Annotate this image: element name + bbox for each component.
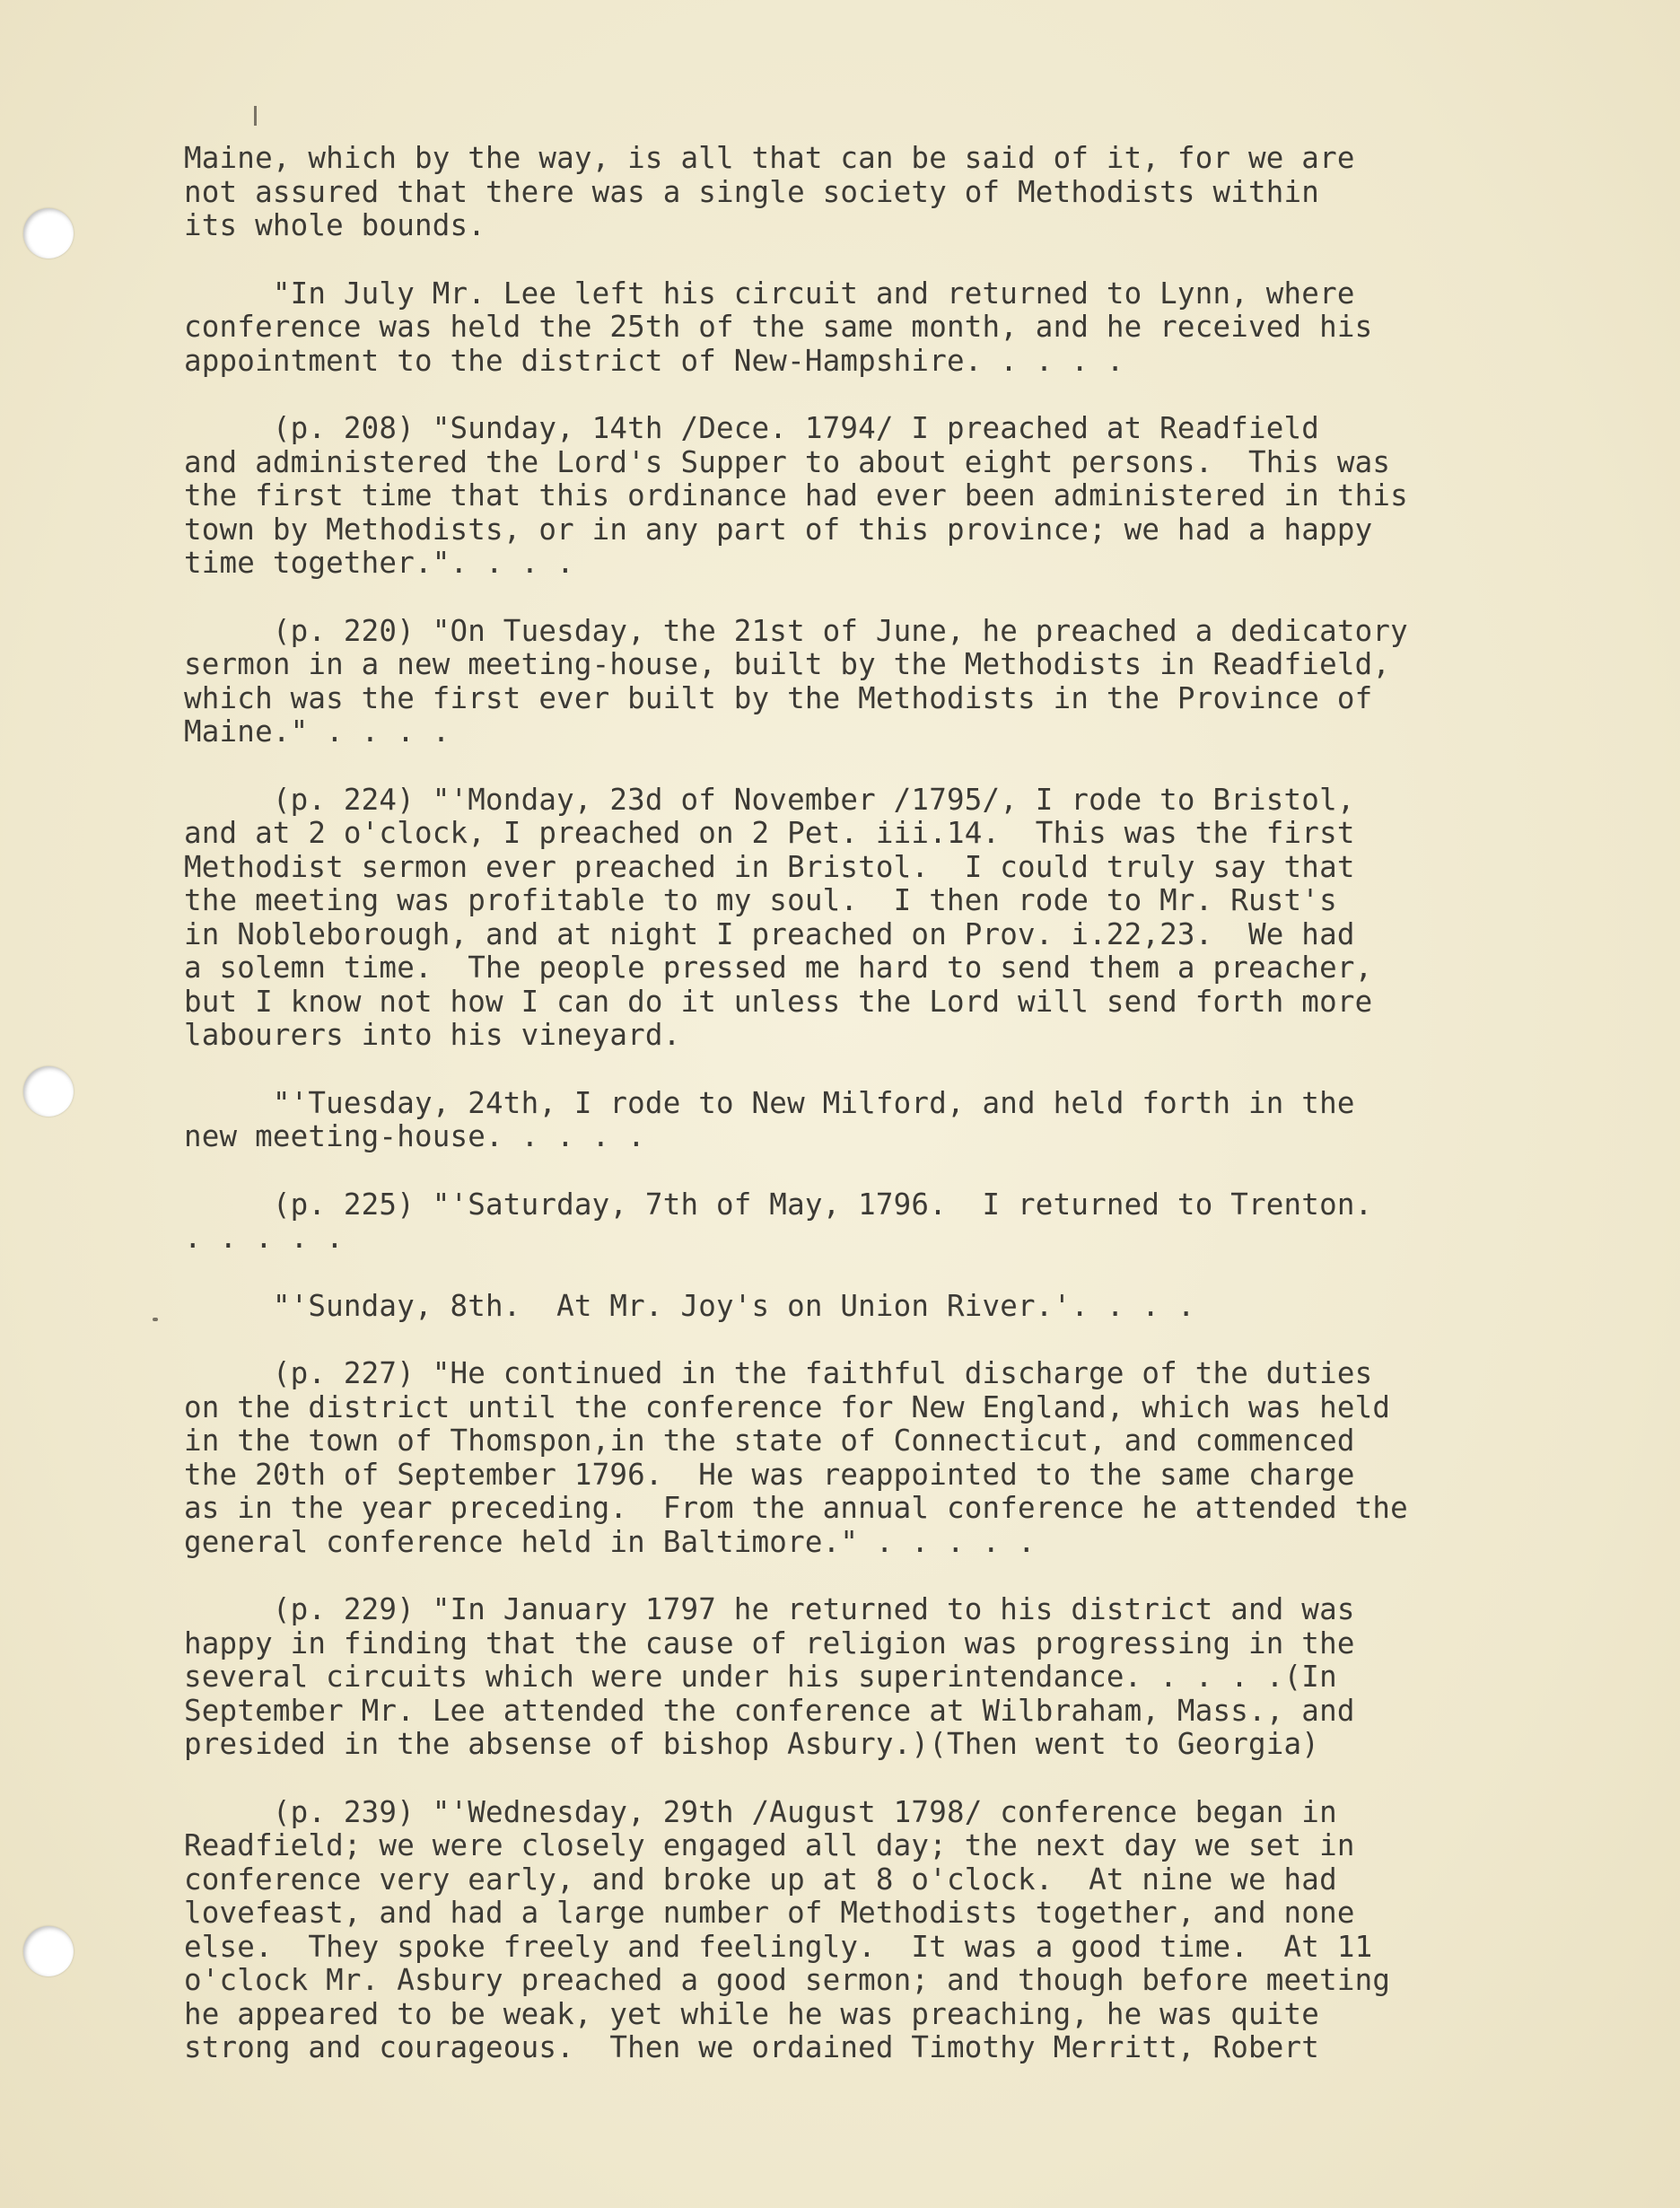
- paragraph: [184, 1188, 1584, 1256]
- paragraph: [184, 1290, 1584, 1324]
- text-line: happy in finding that the cause of religion was progressing in the: [184, 1625, 1355, 1660]
- text-line: "'Sunday, 8th. At Mr. Joy's on Union River.'. . . .: [184, 1288, 1195, 1323]
- text-line: on the district until the conference for New England, which was held: [184, 1389, 1391, 1424]
- paragraph: [184, 412, 1584, 581]
- pencil-mark: [254, 106, 257, 126]
- text-line: (p. 227) "He continued in the faithful discharge of the duties: [184, 1356, 1373, 1390]
- text-line: in the town of Thomspon,in the state of Connecticut, and commenced: [184, 1424, 1355, 1458]
- paragraph: [184, 277, 1584, 379]
- text-line: appointment to the district of New-Hampshire. . . . .: [184, 343, 1124, 378]
- text-line: conference very early, and broke up at 8 o'clock. At nine we had: [184, 1862, 1337, 1897]
- text-line: (p. 225) "'Saturday, 7th of May, 1796. I returned to Trenton.: [184, 1187, 1373, 1222]
- text-line: conference was held the 25th of the same month, and he received his: [184, 310, 1373, 344]
- text-line: the 20th of September 1796. He was reappointed to the same charge: [184, 1457, 1355, 1492]
- text-line: (p. 239) "'Wednesday, 29th /August 1798/ conference began in: [184, 1794, 1337, 1829]
- text-line: (p. 224) "'Monday, 23d of November /1795/, I rode to Bristol,: [184, 782, 1355, 817]
- text-line: new meeting-house. . . . .: [184, 1119, 645, 1153]
- paragraph: [184, 142, 1584, 243]
- text-line: sermon in a new meeting-house, built by the Methodists in Readfield,: [184, 647, 1391, 681]
- text-line: time together.". . . .: [184, 546, 574, 580]
- text-line: else. They spoke freely and feelingly. It was a good time. At 11: [184, 1929, 1373, 1964]
- punch-hole-top: [23, 208, 74, 258]
- text-line: and administered the Lord's Supper to about eight persons. This was: [184, 444, 1391, 479]
- text-line: the meeting was profitable to my soul. I then rode to Mr. Rust's: [184, 883, 1337, 917]
- text-line: in Nobleborough, and at night I preached on Prov. i.22,23. We had: [184, 916, 1355, 951]
- text-line: several circuits which were under his superintendance. . . . .(In: [184, 1660, 1337, 1694]
- text-line: (p. 208) "Sunday, 14th /Dece. 1794/ I preached at Readfield: [184, 411, 1320, 445]
- text-line: "In July Mr. Lee left his circuit and returned to Lynn, where: [184, 276, 1355, 311]
- typed-text-body: [184, 142, 1584, 2099]
- paragraph: [184, 1357, 1584, 1559]
- text-line: but I know not how I can do it unless the Lord will send forth more: [184, 984, 1373, 1019]
- text-line: lovefeast, and had a large number of Methodists together, and none: [184, 1896, 1355, 1930]
- text-line: the first time that this ordinance had ever been administered in this: [184, 478, 1408, 513]
- text-line: and at 2 o'clock, I preached on 2 Pet. iii.14. This was the first: [184, 816, 1355, 850]
- text-line: presided in the absense of bishop Asbury.)(Then went to Georgia): [184, 1727, 1320, 1761]
- text-line: Maine." . . . .: [184, 714, 451, 749]
- text-line: as in the year preceding. From the annual conference he attended the: [184, 1491, 1408, 1525]
- text-line: general conference held in Baltimore." . . . . .: [184, 1524, 1036, 1559]
- text-line: its whole bounds.: [184, 208, 486, 242]
- text-line: strong and courageous. Then we ordained Timothy Merritt, Robert: [184, 2030, 1320, 2064]
- text-line: a solemn time. The people pressed me hard to send them a preacher,: [184, 951, 1373, 985]
- paragraph: [184, 784, 1584, 1053]
- text-line: "'Tuesday, 24th, I rode to New Milford, and held forth in the: [184, 1085, 1355, 1120]
- paragraph: [184, 1796, 1584, 2065]
- text-line: Maine, which by the way, is all that can be said of it, for we are: [184, 141, 1355, 175]
- punch-hole-bottom: [23, 1926, 74, 1976]
- text-line: . . . . .: [184, 1221, 344, 1255]
- text-line: not assured that there was a single society of Methodists within: [184, 174, 1320, 209]
- text-line: town by Methodists, or in any part of this province; we had a happy: [184, 512, 1373, 547]
- text-line: Readfield; we were closely engaged all day; the next day we set in: [184, 1828, 1355, 1862]
- text-line: which was the first ever built by the Methodists in the Province of: [184, 680, 1373, 715]
- text-line: (p. 229) "In January 1797 he returned to his district and was: [184, 1592, 1355, 1626]
- punch-hole-middle: [23, 1066, 74, 1117]
- text-line: labourers into his vineyard.: [184, 1018, 681, 1052]
- paragraph: [184, 615, 1584, 749]
- text-line: (p. 220) "On Tuesday, the 21st of June, he preached a dedicatory: [184, 613, 1408, 648]
- text-line: September Mr. Lee attended the conference at Wilbraham, Mass., and: [184, 1693, 1355, 1728]
- stray-mark: [153, 1318, 158, 1321]
- paragraph: [184, 1593, 1584, 1762]
- paragraph: [184, 1087, 1584, 1154]
- text-line: he appeared to be weak, yet while he was preaching, he was quite: [184, 1996, 1320, 2031]
- text-line: o'clock Mr. Asbury preached a good sermon; and though before meeting: [184, 1963, 1391, 1997]
- text-line: Methodist sermon ever preached in Bristol. I could truly say that: [184, 849, 1355, 884]
